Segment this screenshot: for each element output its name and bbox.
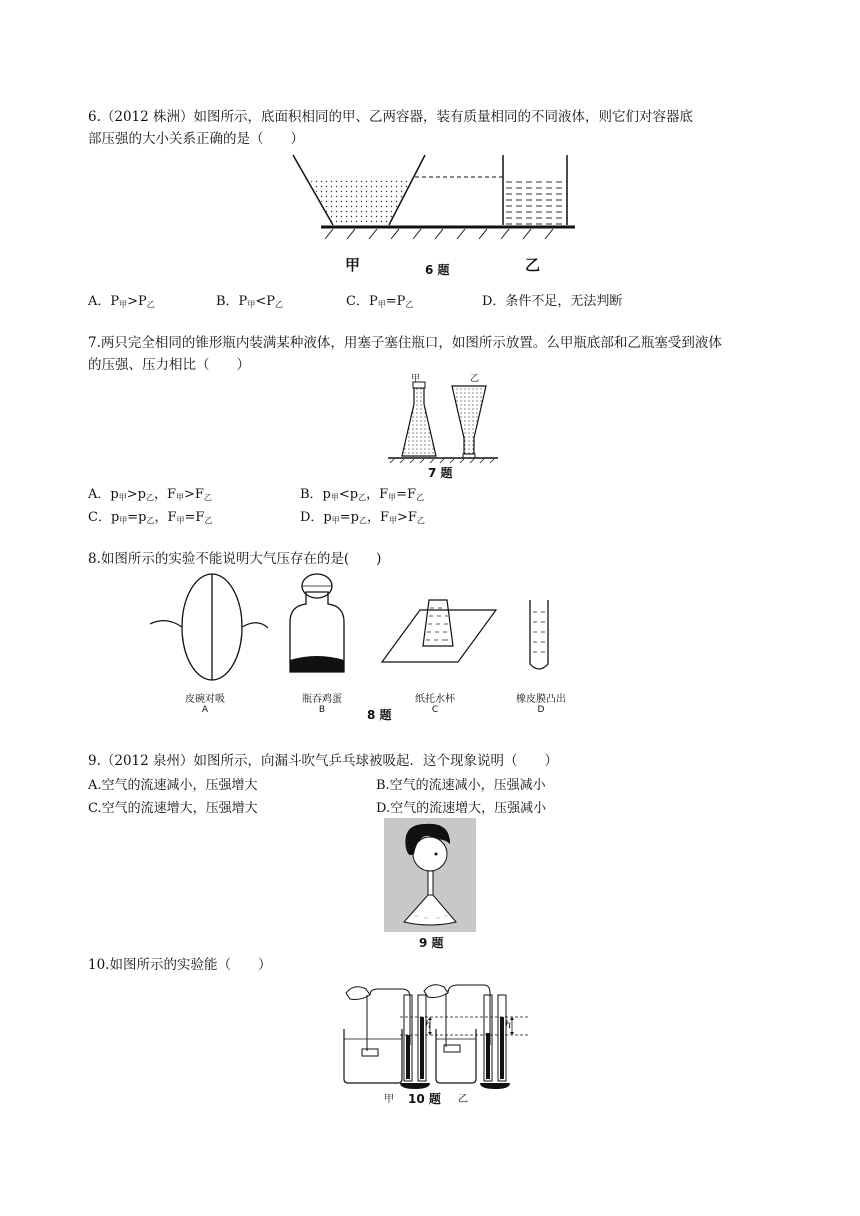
q8-label-a: 皮碗对吸 A [185,694,225,715]
q9-figure [384,818,476,932]
q8-stem: 8.如图所示的实验不能说明大气压存在的是( ) [88,551,382,567]
q7-option-c: C．$p_甲=p_乙$，$F_甲=F_乙$ [88,510,213,525]
q7-figure [388,372,498,464]
q9-option-d: D.空气的流速增大，压强减小 [376,801,547,816]
q10-stem: 10.如图所示的实验能（ ） [88,957,272,973]
q8-label-b: 瓶吞鸡蛋 B [302,694,342,715]
q7-fig-label-jia: 甲 [411,374,421,384]
q9-fig-caption: 9 题 [419,936,444,950]
q9-option-b: B.空气的流速减小，压强减小 [376,778,546,793]
q7-option-a: A．$p_甲>p_乙$，$F_甲>F_乙$ [88,487,212,502]
q9-stem: 9.（2012 泉州）如图所示，向漏斗吹气乒乓球被吸起．这个现象说明（ ） [88,753,559,769]
q6-stem-line2: 部压强的大小关系正确的是（ ） [88,131,304,147]
q6-fig-label-yi: 乙 [525,256,541,274]
q6-fig-label-jia: 甲 [345,256,361,274]
q7-option-b: B．$p_甲<p_乙$，$F_甲=F_乙$ [300,487,425,502]
q10-figure [340,975,530,1090]
q6-option-b: B．$P_甲<P_乙$ [216,294,283,309]
q10-fig-label-yi: 乙 [458,1094,468,1105]
q7-fig-caption: 7 题 [428,466,453,480]
q9-option-c: C.空气的流速增大，压强增大 [88,801,258,816]
q8-label-d: 橡皮膜凸出 D [516,694,566,715]
q6-option-d: D．条件不足，无法判断 [482,294,623,309]
q7-fig-label-yi: 乙 [470,374,480,384]
q8-figure [150,572,570,682]
q8-fig-caption: 8 题 [367,708,392,722]
q6-fig-caption: 6 题 [425,263,450,277]
q7-option-d: D．$p_甲=p_乙$，$F_甲>F_乙$ [300,510,425,525]
q9-option-a: A.空气的流速减小，压强增大 [88,778,258,793]
q6-option-c: C．$P_甲=P_乙$ [346,294,414,309]
q8-label-c: 纸托水杯 C [415,694,455,715]
q10-h-label-right: h [505,1020,512,1031]
q10-h-label-left: h [425,1020,432,1031]
q10-fig-label-jia: 甲 [384,1094,394,1105]
q10-fig-caption: 10 题 [408,1092,441,1106]
q6-option-a: A．$P_甲>P_乙$ [88,294,155,309]
q7-stem-line2: 的压强、压力相比（ ） [88,357,250,373]
q7-stem-line1: 7.两只完全相同的锥形瓶内装满某种液体，用塞子塞住瓶口，如图所示放置。么甲瓶底部和乙瓶塞受到液体 [88,335,722,351]
q6-stem-line1: 6.（2012 株洲）如图所示，底面积相同的甲、乙两容器，装有质量相同的不同液体，则它们对容器底 [88,109,694,125]
